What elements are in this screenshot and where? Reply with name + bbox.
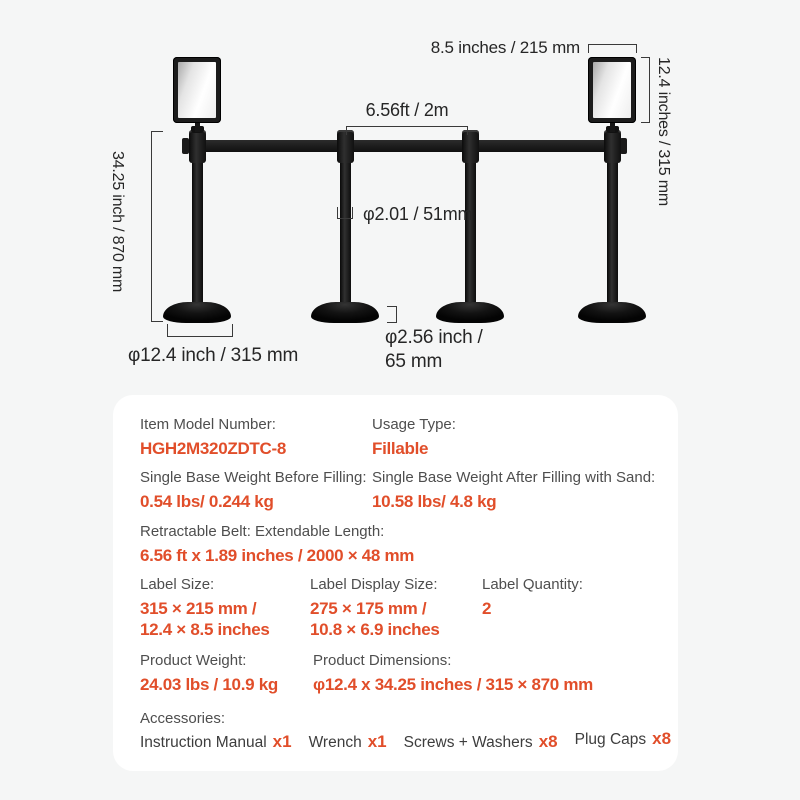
dimension-bracket-sign-width (588, 44, 637, 53)
accessories-list (140, 729, 672, 752)
spec-accessories-label: Accessories: (140, 710, 226, 727)
annotation-post-height: 34.25 inch / 870 mm (109, 151, 126, 293)
spec-label-size (140, 575, 270, 640)
sign-face-right (593, 62, 631, 118)
spec-weight-before-label: Single Base Weight Before Filling: (140, 469, 367, 486)
sign-board-right (588, 57, 636, 123)
spec-weight-after-label: Single Base Weight After Filling with Sand: (372, 469, 656, 486)
spec-label-size-value-line1: 315 × 215 mm / (140, 599, 257, 618)
belt-cassette-head-1 (189, 130, 206, 163)
annotation-sign-width: 8.5 inches / 215 mm (430, 38, 580, 57)
stanchion-base-2 (311, 302, 379, 323)
dimension-bracket-sign-height (641, 57, 650, 123)
annotation-base-diameter: φ12.4 inch / 315 mm (128, 345, 299, 366)
spec-weight-after (372, 468, 655, 512)
accessory-name: Screws + Washers (403, 734, 533, 751)
spec-label-display-value-line1: 275 × 175 mm / (310, 599, 427, 618)
accessory-qty: x1 (272, 732, 292, 751)
spec-usage-label: Usage Type: (372, 416, 456, 433)
accessory-qty: x8 (538, 732, 558, 751)
accessory-name: Instruction Manual (140, 734, 267, 751)
spec-label-display-label: Label Display Size: (310, 576, 438, 593)
stanchion-base-3 (436, 302, 504, 323)
dimension-bracket-belt-length (346, 126, 468, 135)
spec-weight-before (140, 468, 367, 512)
annotation-base-height (385, 326, 483, 374)
spec-product-dims (313, 651, 593, 695)
belt-cassette-head-4 (604, 130, 621, 163)
annotation-base-height-line1: φ2.56 inch / (385, 327, 483, 348)
spec-label-display (310, 575, 440, 640)
sign-stem-left (195, 122, 200, 132)
accessory-item (575, 729, 671, 749)
retractable-belt (191, 140, 618, 152)
spec-label-display-value-line2: 10.8 × 6.9 inches (310, 620, 440, 639)
stanchion-base-1 (163, 302, 231, 323)
accessory-name: Plug Caps (574, 731, 647, 748)
belt-end-clip-left (182, 138, 189, 154)
spec-product-weight (140, 651, 278, 695)
spec-belt (140, 522, 414, 566)
accessory-name: Wrench (308, 734, 362, 751)
annotation-pole-diameter: φ2.01 / 51mm (363, 204, 473, 224)
accessory-qty: x8 (652, 729, 672, 748)
annotation-belt-length: 6.56ft / 2m (365, 100, 449, 120)
spec-weight-before-value: 0.54 lbs/ 0.244 kg (140, 492, 274, 511)
spec-label-qty (482, 575, 583, 619)
spec-label-size-value-line2: 12.4 × 8.5 inches (140, 620, 270, 639)
spec-model-label: Item Model Number: (140, 416, 276, 433)
spec-product-dims-value: φ12.4 x 34.25 inches / 315 × 870 mm (313, 675, 593, 694)
dimension-bracket-post-height (151, 131, 163, 322)
spec-usage-value: Fillable (372, 439, 429, 458)
annotation-base-height-line2: 65 mm (385, 350, 443, 372)
stanchion-base-4 (578, 302, 646, 323)
spec-label-size-label: Label Size: (140, 576, 215, 593)
spec-weight-after-value: 10.58 lbs/ 4.8 kg (372, 492, 497, 511)
dimension-bracket-base-diameter (167, 324, 233, 337)
sign-face-left (178, 62, 216, 118)
spec-product-dims-label: Product Dimensions: (313, 652, 452, 669)
spec-label-qty-value: 2 (482, 599, 492, 618)
accessory-item (404, 732, 558, 752)
spec-belt-value: 6.56 ft x 1.89 inches / 2000 × 48 mm (140, 546, 415, 565)
spec-belt-label: Retractable Belt: Extendable Length: (140, 523, 385, 540)
dimension-bracket-pole-diameter (337, 207, 353, 219)
spec-label-qty-label: Label Quantity: (482, 576, 583, 593)
sign-board-left (173, 57, 221, 123)
spec-accessories (140, 709, 671, 752)
accessory-item (140, 732, 292, 752)
spec-model (140, 415, 286, 459)
annotation-sign-height: 12.4 inches / 315 mm (655, 57, 672, 206)
spec-panel (113, 395, 678, 771)
spec-product-weight-label: Product Weight: (140, 652, 247, 669)
spec-model-value: HGH2M320ZDTC-8 (140, 439, 286, 458)
stanchion-pole-1 (192, 160, 203, 304)
dimension-bracket-base-height (387, 306, 397, 323)
belt-end-clip-right (620, 138, 627, 154)
stanchion-pole-4 (607, 160, 618, 304)
stanchion-pole-2 (340, 160, 351, 304)
sign-stem-right (610, 122, 615, 132)
spec-product-weight-value: 24.03 lbs / 10.9 kg (140, 675, 278, 694)
spec-usage (372, 415, 456, 459)
stanchion-pole-3 (465, 160, 476, 304)
accessory-qty: x1 (367, 732, 387, 751)
accessory-item (309, 732, 387, 752)
